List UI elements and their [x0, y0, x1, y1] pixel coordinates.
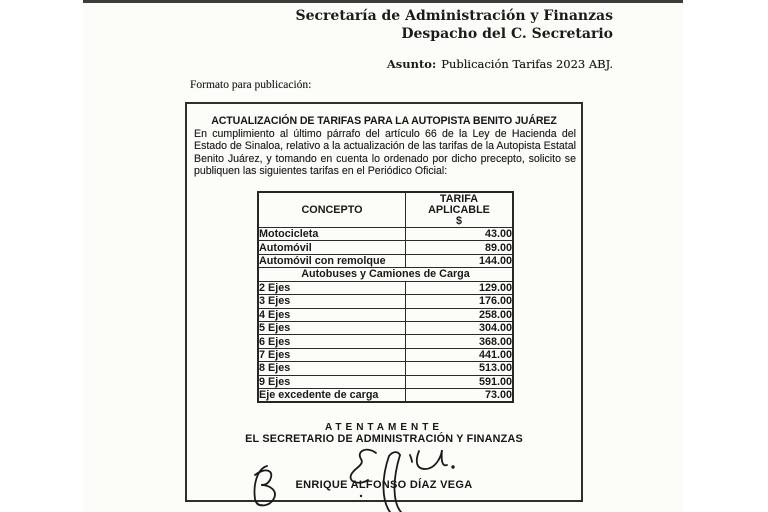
subject-line [387, 57, 613, 71]
secretario-title-line: EL SECRETARIO DE ADMINISTRACIÓN Y FINANZAS [245, 433, 523, 445]
atentamente-line: ATENTAMENTE [324, 422, 444, 433]
tarifa-cell: 591.00 [406, 375, 514, 388]
tariff-table [257, 191, 514, 403]
concepto-cell: 8 Ejes [258, 362, 406, 375]
section-header-cell: Autobuses y Camiones de Carga [258, 268, 513, 282]
table-row [258, 241, 513, 254]
concepto-header-cell: CONCEPTO [258, 192, 406, 228]
table-row [258, 295, 513, 308]
tarifa-cell: 89.00 [406, 241, 514, 254]
letterhead-line-1: Secretaría de Administración y Finanzas [295, 8, 613, 24]
subject-label: Asunto: [386, 57, 437, 71]
table-row [258, 228, 513, 241]
tarifa-cell: 368.00 [406, 335, 514, 348]
tarifa-cell: 513.00 [406, 362, 514, 375]
tarifa-header-line: $ [455, 214, 462, 227]
tarifa-header-cell [406, 192, 514, 228]
concepto-cell: 7 Ejes [258, 348, 406, 361]
concepto-cell: 6 Ejes [258, 335, 406, 348]
document-body-paragraph: En cumplimiento al último párrafo del artículo 66 de la Ley de Hacienda del Estado de Sinaloa, relativo a la actualización de las tarifas de la Autopista Estatal Benito Juárez, y tomando en cuenta lo ordenado por dicho precepto, solicito se publiquen las siguientes tarifas en el Periódico Oficial: [194, 128, 576, 178]
concepto-cell: Automóvil con remolque [258, 254, 406, 267]
document-box [185, 102, 583, 502]
tarifa-header-line: TARIFA [439, 192, 479, 205]
table-row [258, 388, 513, 402]
table-row [258, 335, 513, 348]
tarifa-cell: 258.00 [406, 308, 514, 321]
concepto-cell: Automóvil [258, 241, 406, 254]
signer-name: ENRIQUE ALFONSO DÍAZ VEGA [295, 479, 473, 491]
table-row [258, 308, 513, 321]
concepto-cell: 9 Ejes [258, 375, 406, 388]
table-row [258, 375, 513, 388]
table-row [258, 362, 513, 375]
format-note: Formato para publicación: [190, 79, 312, 91]
concepto-cell: Motocicleta [258, 228, 406, 241]
tarifa-header-line: APLICABLE [428, 203, 490, 216]
letterhead-line-2: Despacho del C. Secretario [401, 26, 613, 42]
concepto-cell: 4 Ejes [258, 308, 406, 321]
table-row [258, 254, 513, 267]
table-row [258, 348, 513, 361]
table-row [258, 321, 513, 334]
table-row [258, 281, 513, 294]
tarifa-cell: 441.00 [406, 348, 514, 361]
tarifa-cell: 304.00 [406, 321, 514, 334]
concepto-cell: 3 Ejes [258, 295, 406, 308]
concepto-cell: 5 Ejes [258, 321, 406, 334]
table-section-row [258, 268, 513, 282]
tarifa-cell: 144.00 [406, 254, 514, 267]
table-header-row [258, 192, 513, 228]
document-title: ACTUALIZACIÓN DE TARIFAS PARA LA AUTOPISTA BENITO JUÁREZ [211, 115, 557, 127]
letterhead [296, 7, 613, 43]
scan-top-edge-shadow [83, 3, 683, 6]
concepto-cell: 2 Ejes [258, 281, 406, 294]
tarifa-cell: 73.00 [406, 388, 514, 402]
tarifa-cell: 176.00 [406, 295, 514, 308]
tarifa-cell: 43.00 [406, 228, 514, 241]
subject-value: Publicación Tarifas 2023 ABJ. [441, 57, 613, 71]
concepto-cell: Eje excedente de carga [258, 388, 406, 402]
tarifa-cell: 129.00 [406, 281, 514, 294]
